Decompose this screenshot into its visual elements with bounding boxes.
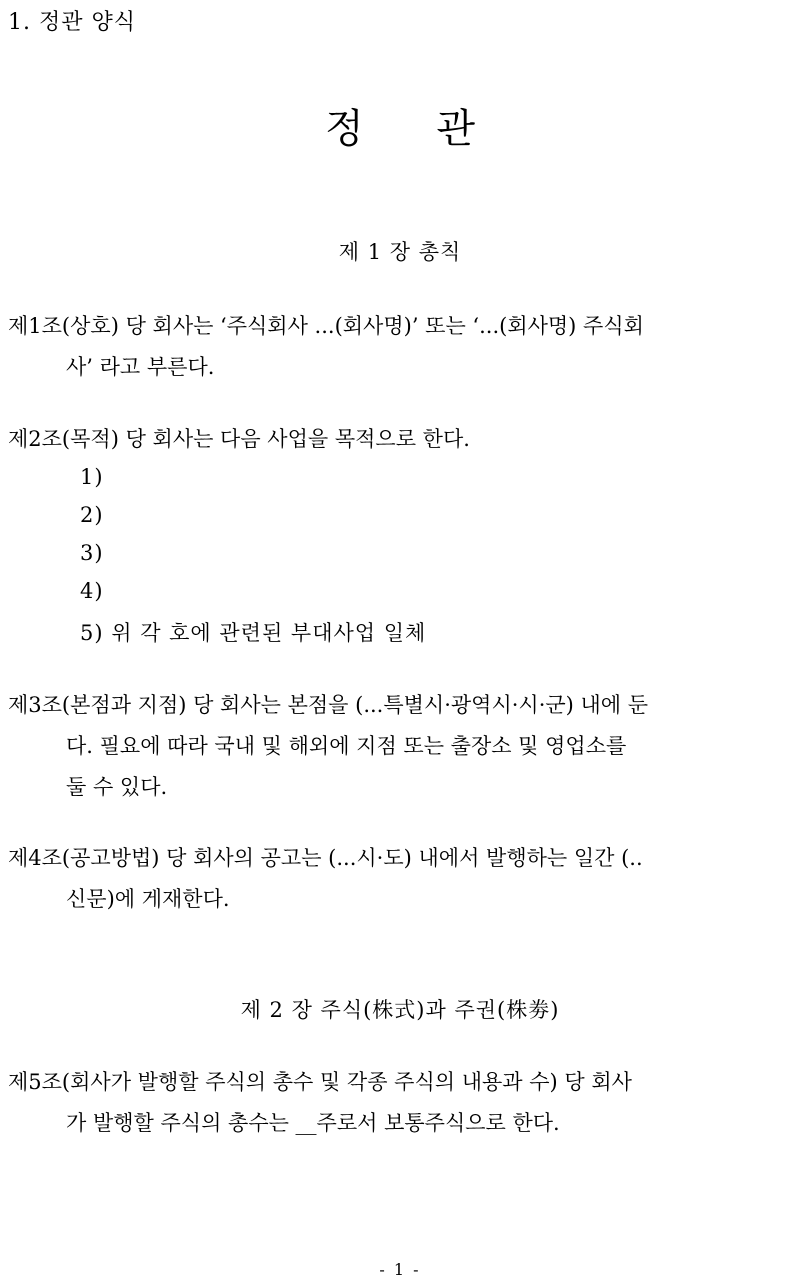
section-heading: 1. 정관 양식 — [8, 10, 136, 35]
article-3 — [8, 685, 778, 808]
article-5-line-1: 제5조(회사가 발행할 주식의 총수 및 각종 주식의 내용과 수) 당 회사 — [8, 1070, 632, 1094]
article-5-line-2: 가 발행할 주식의 총수는 __주로서 보통주식으로 한다. — [66, 1111, 560, 1135]
article-3-line-3: 둘 수 있다. — [66, 775, 168, 799]
document-title: 정 관 — [325, 106, 475, 152]
article-4-line-1: 제4조(공고방법) 당 회사의 공고는 (...시·도) 내에서 발행하는 일간 (.. — [8, 846, 643, 870]
article-3-line-2: 다. 필요에 따라 국내 및 해외에 지점 또는 출장소 및 영업소를 — [66, 734, 627, 758]
article-1-line-2: 사’ 라고 부른다. — [66, 355, 215, 379]
article-2-item-3: 3) — [80, 541, 104, 565]
article-2-item-5: 5) 위 각 호에 관련된 부대사업 일체 — [80, 621, 427, 645]
article-2-item-2: 2) — [80, 503, 104, 527]
chapter-2-heading: 제 2 장 주식(株式)과 주권(株劵) — [240, 998, 560, 1022]
article-3-line-1: 제3조(본점과 지점) 당 회사는 본점을 (...특별시·광역시·시·군) 내에 둔 — [8, 693, 649, 717]
article-2 — [8, 419, 778, 460]
article-2-item-4: 4) — [80, 579, 104, 603]
article-5 — [8, 1062, 778, 1144]
page-number: - 1 - — [379, 1260, 421, 1279]
article-4 — [8, 838, 778, 920]
article-4-line-2: 신문)에 게재한다. — [66, 887, 230, 911]
chapter-1-heading: 제 1 장 총칙 — [338, 240, 462, 264]
article-2-line-1: 제2조(목적) 당 회사는 다음 사업을 목적으로 한다. — [8, 427, 470, 451]
article-1 — [8, 306, 778, 388]
article-2-item-1: 1) — [80, 465, 104, 489]
article-1-line-1: 제1조(상호) 당 회사는 ‘주식회사 ...(회사명)’ 또는 ‘...(회사명) 주식회 — [8, 314, 644, 338]
